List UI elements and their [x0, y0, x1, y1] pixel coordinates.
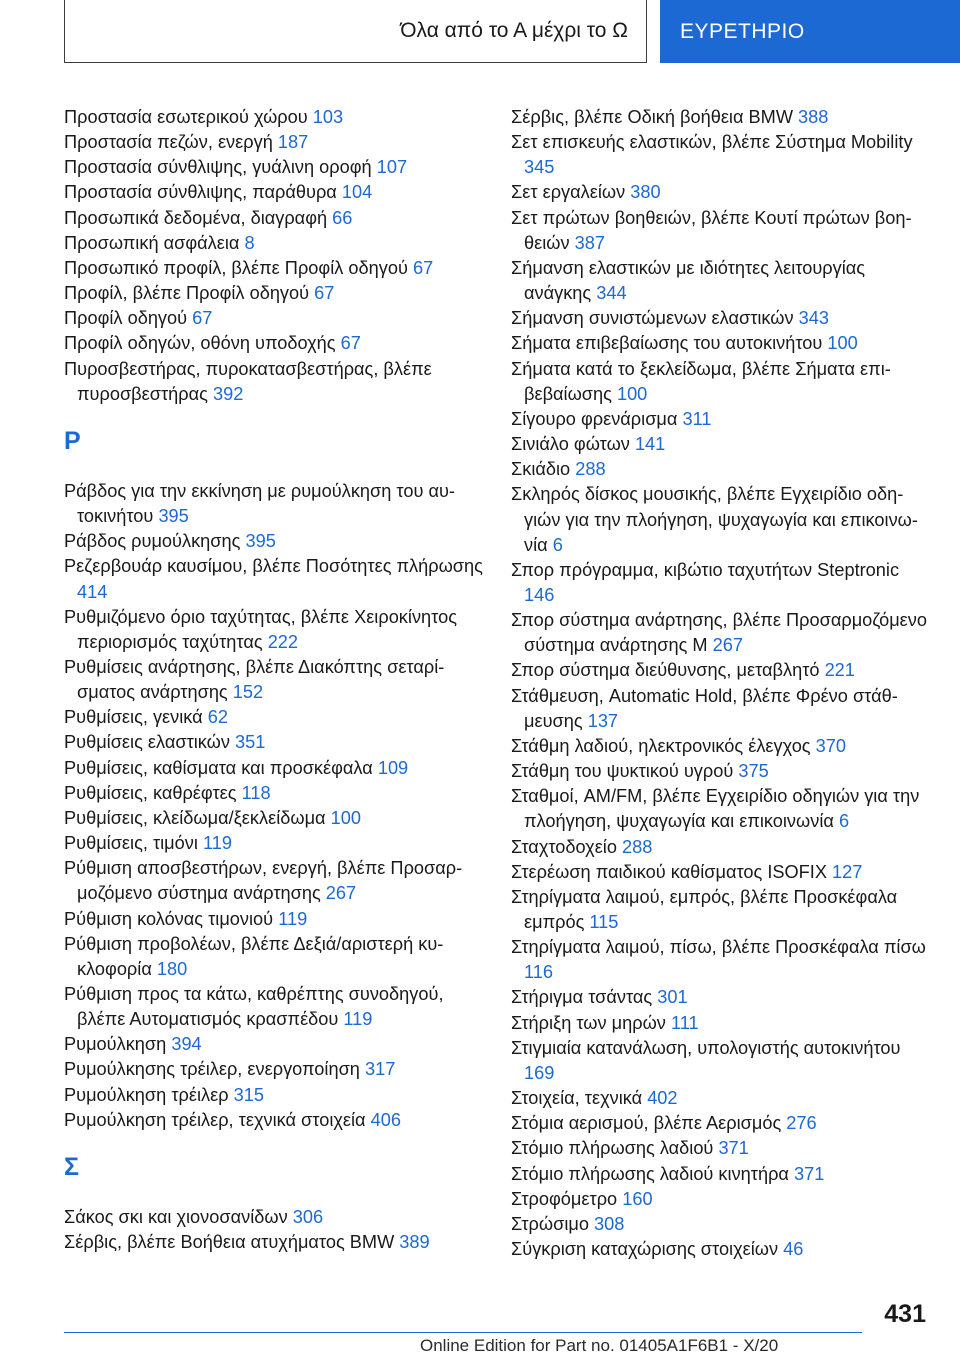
index-column-right	[511, 105, 931, 1262]
index-column-left	[64, 105, 484, 1255]
index-entry-text: Ρύθμιση κολόνας τιμονιού	[64, 908, 279, 929]
index-entry-text: Σκληρός δίσκος μουσικής, βλέπε Εγχειρίδιο οδηγιών για την πλοήγηση, ψυχαγωγία και επικοινωνία	[511, 484, 918, 555]
index-entry	[511, 256, 931, 306]
index-entry-text: Σήμανση συνιστώμενων ελαστικών	[511, 308, 799, 329]
index-entry-page-link[interactable]: 119	[278, 908, 308, 929]
index-entry-page-link[interactable]: 66	[332, 207, 353, 228]
index-entry-text: Ρυθμίσεις ανάρτησης, βλέπε Διακόπτης σεταρίσματος ανάρτησης	[64, 656, 445, 703]
index-entry-page-link[interactable]: 375	[738, 761, 769, 782]
index-entry-text: Ρύθμιση αποσβεστήρων, ενεργή, βλέπε Προσαρμοζόμενο σύστημα ανάρτησης	[64, 858, 463, 904]
index-entry-text: Ρυμούλκηση τρέιλερ, τεχνικά στοιχεία	[64, 1109, 371, 1130]
index-entry	[64, 554, 484, 604]
index-entry-page-link[interactable]: 370	[815, 735, 846, 756]
index-entry-page-link[interactable]: 169	[524, 1062, 555, 1083]
index-entry-page-link[interactable]: 371	[794, 1163, 825, 1184]
index-entry-text: Πυροσβεστήρας, πυροκατασβεστήρας, βλέπε πυροσβεστήρας	[64, 358, 432, 404]
index-entry-text: Σάκος σκι και χιονοσανίδων	[64, 1206, 293, 1227]
index-entry-page-link[interactable]: 288	[622, 836, 653, 857]
index-entry-page-link[interactable]: 395	[158, 506, 189, 527]
index-entry	[64, 1108, 484, 1133]
index-entry	[511, 432, 931, 457]
index-entry	[511, 835, 931, 860]
index-entry-page-link[interactable]: 152	[232, 682, 264, 703]
index-entry	[64, 479, 484, 529]
index-entry-text: Στόμιο πλήρωσης λαδιού	[511, 1138, 719, 1159]
index-entry-page-link[interactable]: 306	[292, 1206, 324, 1227]
index-entry	[511, 784, 931, 834]
index-entry-text: Στερέωση παιδικού καθίσματος ISOFIX	[511, 861, 833, 882]
index-entry	[64, 655, 484, 705]
index-entry-text: Ρυθμίσεις, καθρέφτες	[64, 782, 242, 803]
index-entry-page-link[interactable]: 276	[786, 1113, 817, 1134]
index-entry-page-link[interactable]: 67	[340, 333, 361, 354]
index-entry	[64, 1032, 484, 1057]
index-entry-text: Προσωπική ασφάλεια	[64, 232, 245, 253]
index-entry-text: Ρυθμιζόμενο όριο ταχύτητας, βλέπε Χειροκίνητος περιορισμός ταχύτητας	[64, 606, 457, 652]
index-entry-page-link[interactable]: 315	[233, 1084, 264, 1105]
index-entry	[64, 907, 484, 932]
index-entry-text: Ρυθμίσεις, καθίσματα και προσκέφαλα	[64, 757, 378, 778]
index-entry-page-link[interactable]: 100	[616, 383, 648, 404]
index-entry	[64, 331, 484, 356]
index-entry	[511, 658, 931, 683]
index-entry-page-link[interactable]: 137	[587, 710, 619, 731]
index-entry-page-link[interactable]: 118	[241, 782, 271, 803]
index-entry-text: Ρυθμίσεις, τιμόνι	[64, 833, 203, 854]
index-entry	[511, 206, 931, 256]
index-entry	[64, 932, 484, 982]
index-entry-page-link[interactable]: 160	[622, 1188, 653, 1209]
page-number: 431	[884, 1300, 926, 1328]
index-entry-text: Ράβδος ρυμούλκησης	[64, 531, 246, 552]
index-entry-text: Προφίλ οδηγών, οθόνη υποδοχής	[64, 333, 341, 354]
index-entry-text: Στόμια αερισμού, βλέπε Αερισμός	[511, 1113, 787, 1134]
index-entry-text: Σπορ πρόγραμμα, κιβώτιο ταχυτήτων Steptronic	[511, 559, 900, 580]
index-entry-text: Σταθμοί, AM/FM, βλέπε Εγχειρίδιο οδηγιών για την πλοήγηση, ψυχαγωγία και επικοινωνία	[511, 786, 920, 832]
index-entry-page-link[interactable]: 103	[312, 107, 344, 127]
index-entry-page-link[interactable]: 187	[277, 132, 309, 153]
index-entry-text: Προφίλ οδηγού	[64, 308, 193, 329]
index-entry-text: Προστασία πεζών, ενεργή	[64, 132, 278, 153]
index-entry-text: Σκιάδιο	[511, 459, 576, 480]
index-entry-page-link[interactable]: 392	[212, 383, 244, 404]
index-entry	[511, 457, 931, 482]
index-entry-page-link[interactable]: 221	[824, 660, 855, 681]
index-entry-text: Ρυθμίσεις, γενικά	[64, 707, 208, 728]
index-entry	[511, 1136, 931, 1161]
index-entry	[64, 281, 484, 306]
index-entry-page-link[interactable]: 317	[364, 1059, 396, 1080]
index-entry	[511, 180, 931, 205]
index-entry	[64, 357, 484, 407]
index-entry	[64, 306, 484, 331]
index-entry	[64, 1205, 484, 1230]
index-entry	[511, 105, 931, 130]
index-entry	[64, 180, 484, 205]
index-entry-text: Σπορ σύστημα διεύθυνσης, μεταβλητό	[511, 660, 825, 681]
index-entry-text: Σέρβις, βλέπε Βοήθεια ατυχήματος BMW	[64, 1232, 400, 1253]
index-entry-page-link[interactable]: 119	[202, 833, 232, 854]
index-entry-page-link[interactable]: 351	[235, 732, 266, 753]
index-entry-text: Στήριξη των μηρών	[511, 1012, 671, 1033]
index-entry	[511, 860, 931, 885]
index-entry-page-link[interactable]: 111	[670, 1012, 699, 1033]
index-entry	[64, 856, 484, 906]
index-entry-text: Σήμανση ελαστικών με ιδιότητες λειτουργίας ανάγκης	[511, 257, 866, 304]
index-entry	[64, 206, 484, 231]
index-entry	[511, 1086, 931, 1111]
index-entry-page-link[interactable]: 301	[657, 987, 688, 1008]
index-entry-page-link[interactable]: 267	[325, 883, 357, 904]
index-entry-page-link[interactable]: 371	[718, 1138, 749, 1159]
index-entry-text: Προσωπικά δεδομένα, διαγραφή	[64, 207, 333, 228]
index-entry-page-link[interactable]: 222	[267, 631, 299, 652]
index-entry-page-link[interactable]: 141	[634, 434, 666, 455]
index-entry-text: Σίγουρο φρενάρισμα	[511, 408, 683, 429]
index-entry-page-link[interactable]: 6	[552, 534, 563, 555]
index-entry	[511, 331, 931, 356]
index-entry-page-link[interactable]: 116	[524, 962, 553, 983]
index-entry	[511, 306, 931, 331]
index-entry-text: Προσωπικό προφίλ, βλέπε Προφίλ οδηγού	[64, 257, 413, 278]
index-entry-page-link[interactable]: 406	[370, 1109, 401, 1130]
index-entry-page-link[interactable]: 380	[630, 182, 661, 203]
index-entry-page-link[interactable]: 67	[314, 283, 335, 304]
index-entry-page-link[interactable]: 67	[412, 257, 434, 278]
index-entry-page-link[interactable]: 345	[524, 157, 555, 178]
index-entry-text: Ρυμούλκηση τρέιλερ	[64, 1084, 234, 1105]
index-entry-text: Στόμιο πλήρωσης λαδιού κινητήρα	[511, 1163, 794, 1184]
index-entry-text: Προστασία σύνθλιψης, γυάλινη οροφή	[64, 157, 377, 178]
index-entry-text: Σέρβις, βλέπε Οδική βοήθεια BMW	[511, 107, 799, 127]
index-entry-text: Στήριγμα τσάντας	[511, 987, 658, 1008]
index-entry-text: Προστασία εσωτερικού χώρου	[64, 107, 313, 127]
index-entry-page-link[interactable]: 107	[376, 157, 408, 178]
index-entry-page-link[interactable]: 100	[330, 807, 361, 828]
index-entry-text: Σπορ σύστημα ανάρτησης, βλέπε Προσαρμοζόμενο σύστημα ανάρτησης M	[511, 610, 928, 656]
index-entry-text: Προστασία σύνθλιψης, παράθυρα	[64, 182, 342, 203]
index-entry-text: Ρύθμιση προβολέων, βλέπε Δεξιά/αριστερή κυκλοφορία	[64, 933, 444, 979]
index-entry	[64, 529, 484, 554]
index-entry-page-link[interactable]: 402	[647, 1088, 678, 1109]
index-entry	[64, 1057, 484, 1082]
index-entry	[511, 1212, 931, 1237]
index-entry	[511, 1237, 931, 1262]
index-entry-page-link[interactable]: 311	[682, 408, 712, 429]
index-entry-text: Ρύθμιση προς τα κάτω, καθρέπτης συνοδηγού, βλέπε Αυτοματισμός κρασπέδου	[64, 984, 444, 1030]
index-entry-page-link[interactable]: 388	[798, 107, 829, 127]
index-entry-text: Σετ πρώτων βοηθειών, βλέπε Κουτί πρώτων βοηθειών	[511, 207, 912, 253]
tab-a-to-z[interactable]: Όλα από το Α μέχρι το Ω	[64, 0, 647, 63]
index-entry	[511, 935, 931, 985]
index-entry-text: Στάθμη λαδιού, ηλεκτρονικός έλεγχος	[511, 735, 816, 756]
index-entry-page-link[interactable]: 387	[574, 232, 605, 253]
index-entry-page-link[interactable]: 115	[589, 912, 619, 932]
index-entry	[511, 1036, 931, 1086]
index-entry	[64, 705, 484, 730]
index-entry-page-link[interactable]: 146	[524, 584, 555, 605]
index-entry	[511, 684, 931, 734]
index-entry	[64, 231, 484, 256]
footer-edition-text: Online Edition for Part no. 01405A1F6B1 - X/20	[420, 1336, 779, 1355]
index-entry	[64, 756, 484, 781]
index-entry	[64, 155, 484, 180]
index-entry-text: Στάθμη του ψυκτικού υγρού	[511, 761, 739, 782]
index-entry-text: Ρεζερβουάρ καυσίμου, βλέπε Ποσότητες πλήρωσης	[64, 556, 483, 577]
index-entry-text: Στάθμευση, Automatic Hold, βλέπε Φρένο στάθμευσης	[511, 685, 898, 731]
index-entry-text: Σύγκριση καταχώρισης στοιχείων	[511, 1239, 784, 1260]
index-entry	[511, 985, 931, 1010]
index-entry-page-link[interactable]: 8	[244, 232, 255, 253]
index-entry-text: Ρυμούλκηση	[64, 1034, 172, 1055]
index-entry	[64, 1083, 484, 1108]
index-entry-text: Σετ επισκευής ελαστικών, βλέπε Σύστημα Mobility	[511, 132, 913, 153]
index-entry	[511, 759, 931, 784]
index-entry-page-link[interactable]: 344	[596, 283, 627, 304]
index-entry-page-link[interactable]: 46	[783, 1239, 804, 1260]
index-entry-text: Στιγμιαία κατανάλωση, υπολογιστής αυτοκινήτου	[511, 1037, 901, 1058]
index-entry	[64, 605, 484, 655]
index-entry	[511, 357, 931, 407]
index-entry-page-link[interactable]: 308	[594, 1213, 625, 1234]
index-entry	[511, 558, 931, 608]
index-entry-page-link[interactable]: 62	[207, 707, 228, 728]
index-entry-page-link[interactable]: 394	[171, 1034, 202, 1055]
page-header	[64, 0, 960, 66]
index-entry-text: Στηρίγματα λαιμού, εμπρός, βλέπε Προσκέφαλα εμπρός	[511, 886, 898, 932]
index-entry-text: Ρυθμίσεις ελαστικών	[64, 732, 236, 753]
index-entry	[64, 831, 484, 856]
index-entry	[511, 885, 931, 935]
index-entry-text: Ρυμούλκησης τρέιλερ, ενεργοποίηση	[64, 1059, 365, 1080]
index-entry-text: Στρώσιμο	[511, 1213, 595, 1234]
index-entry	[64, 806, 484, 831]
index-entry-text: Ρυθμίσεις, κλείδωμα/ξεκλείδωμα	[64, 807, 331, 828]
index-entry-text: Σήματα κατά το ξεκλείδωμα, βλέπε Σήματα επιβεβαίωσης	[511, 358, 891, 404]
index-entry-text: Προφίλ, βλέπε Προφίλ οδηγού	[64, 283, 315, 304]
index-entry-page-link[interactable]: 267	[712, 635, 743, 656]
index-entry-text: Στοιχεία, τεχνικά	[511, 1088, 648, 1109]
footer-divider	[64, 1332, 862, 1333]
index-letter-heading: Σ	[64, 1152, 80, 1181]
index-entry-page-link[interactable]: 414	[77, 581, 108, 602]
index-entry	[511, 734, 931, 759]
index-entry-text: Σταχτοδοχείο	[511, 836, 623, 857]
index-entry-page-link[interactable]: 180	[156, 958, 188, 979]
index-entry	[511, 130, 931, 180]
index-entry	[64, 256, 484, 281]
index-entry-page-link[interactable]: 288	[575, 459, 606, 480]
index-entry-text: Στροφόμετρο	[511, 1188, 623, 1209]
index-entry-text: Σετ εργαλείων	[511, 182, 631, 203]
index-entry	[511, 482, 931, 557]
index-entry	[64, 730, 484, 755]
tab-index[interactable]: ΕΥΡΕΤΗΡΙΟ	[660, 0, 960, 63]
index-entry	[511, 1162, 931, 1187]
index-entry-page-link[interactable]: 395	[245, 531, 276, 552]
index-entry-text: Στηρίγματα λαιμού, πίσω, βλέπε Προσκέφαλα πίσω	[511, 937, 926, 958]
index-entry-page-link[interactable]: 389	[399, 1232, 430, 1253]
index-entry-page-link[interactable]: 343	[798, 308, 829, 329]
index-letter-heading: Ρ	[64, 426, 81, 455]
index-entry	[511, 1111, 931, 1136]
index-entry	[511, 608, 931, 658]
index-entry	[511, 1011, 931, 1036]
index-entry	[64, 982, 484, 1032]
index-entry-text: Σινιάλο φώτων	[511, 434, 635, 455]
index-entry-text: Ράβδος για την εκκίνηση με ρυμούλκηση του αυτοκινήτου	[64, 480, 455, 527]
index-entry-page-link[interactable]: 119	[343, 1009, 373, 1030]
index-entry-page-link[interactable]: 109	[377, 757, 409, 778]
index-entry	[511, 407, 931, 432]
index-entry	[64, 105, 484, 130]
index-entry-page-link[interactable]: 100	[827, 333, 858, 354]
index-entry	[64, 781, 484, 806]
index-entry-text: Σήματα επιβεβαίωσης του αυτοκινήτου	[511, 333, 828, 354]
index-entry-page-link[interactable]: 67	[192, 308, 213, 329]
index-entry-page-link[interactable]: 104	[341, 182, 373, 203]
index-entry-page-link[interactable]: 6	[838, 811, 850, 832]
index-entry	[511, 1187, 931, 1212]
index-entry	[64, 130, 484, 155]
index-entry	[64, 1230, 484, 1255]
index-entry-page-link[interactable]: 127	[832, 861, 863, 882]
